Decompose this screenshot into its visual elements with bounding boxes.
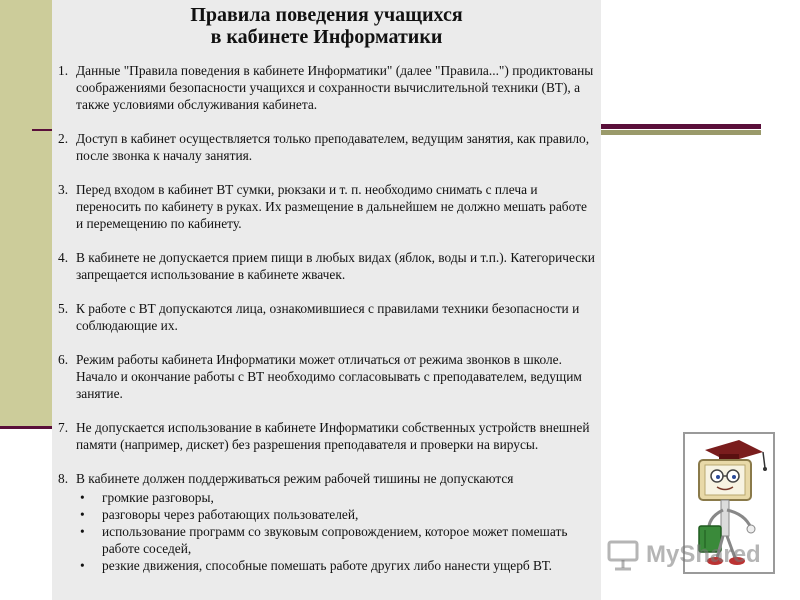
bullet-icon: • (80, 558, 85, 573)
sublist-item-text: разговоры через работающих пользователей, (102, 507, 359, 522)
rule-text-block (76, 470, 595, 574)
rule-item-7 (58, 419, 595, 453)
rule-text: В кабинете должен поддерживаться режим рабочей тишины не допускаются (76, 471, 514, 486)
rule-text: В кабинете не допускается прием пищи в любых видах (яблок, воды и т.п.). Категорически запрещается использование в кабинете жвачек. (76, 250, 595, 282)
title-line-1: Правила поведения учащихся (190, 4, 463, 26)
right-decor-bars (601, 124, 761, 136)
rule-number: 7. (58, 420, 69, 435)
left-decor-tick (32, 129, 52, 131)
rule-8-sublist (76, 489, 595, 574)
right-decor-bar-dark (601, 124, 761, 129)
left-decor-line (0, 426, 52, 429)
sublist-item (76, 506, 595, 523)
rule-text: Перед входом в кабинет ВТ сумки, рюкзаки и т. п. необходимо снимать с плеча и переносить по кабинету в руках. Их размещение в дальнейшем не должно мешать работе и перемещению по кабинету. (76, 182, 587, 231)
rules-list (52, 62, 601, 574)
bullet-icon: • (80, 490, 85, 505)
rule-item-5 (58, 300, 595, 334)
document-title (52, 4, 601, 48)
sublist-item-text: резкие движения, способные помешать работе других либо нанести ущерб ВТ. (102, 558, 552, 573)
sublist-item (76, 557, 595, 574)
rule-number: 3. (58, 182, 69, 197)
rule-item-6 (58, 351, 595, 402)
title-line-2: в кабинете Информатики (210, 26, 443, 48)
sublist-item (76, 523, 595, 557)
rule-text: Доступ в кабинет осуществляется только преподавателем, ведущим занятия, как правило, после звонка к началу занятия. (76, 131, 590, 163)
sublist-item-text: громкие разговоры, (102, 490, 214, 505)
rule-number: 4. (58, 250, 69, 265)
rule-number: 6. (58, 352, 69, 367)
rule-item-8 (58, 470, 595, 574)
rules-document (52, 0, 601, 600)
bullet-icon: • (80, 524, 85, 539)
sublist-item (76, 489, 595, 506)
rule-item-3 (58, 181, 595, 232)
bullet-icon: • (80, 507, 85, 522)
watermark-text: MyShared (646, 541, 761, 568)
left-decor-band (0, 0, 52, 428)
rule-text: К работе с ВТ допускаются лица, ознакомившиеся с правилами техники безопасности и соблюдающие их. (76, 301, 580, 333)
rule-item-1 (58, 62, 595, 113)
presentation-board-icon (606, 538, 640, 572)
rule-item-2 (58, 130, 595, 164)
rule-text: Режим работы кабинета Информатики может отличаться от режима звонков в школе. Начало и окончание работы с ВТ необходимо согласовывать с преподавателем, ведущим занятие. (76, 352, 582, 401)
rule-number: 2. (58, 131, 69, 146)
rule-text: Данные "Правила поведения в кабинете Информатики" (далее "Правила...") продиктованы соображениями безопасности учащихся и сохранности вычислительной техники (ВТ), а также условиями обслуживания кабинета. (76, 63, 594, 112)
right-decor-bar-light (601, 130, 761, 135)
rule-number: 1. (58, 63, 69, 78)
rule-number: 5. (58, 301, 69, 316)
sublist-item-text: использование программ со звуковым сопровождением, которое может помешать работе соседей, (102, 524, 568, 556)
rule-text: Не допускается использование в кабинете Информатики собственных устройств внешней памяти (например, дискет) без разрешения преподавателя и проверки на вирусы. (76, 420, 590, 452)
rule-item-4 (58, 249, 595, 283)
rule-number: 8. (58, 471, 69, 486)
watermark (606, 537, 766, 573)
